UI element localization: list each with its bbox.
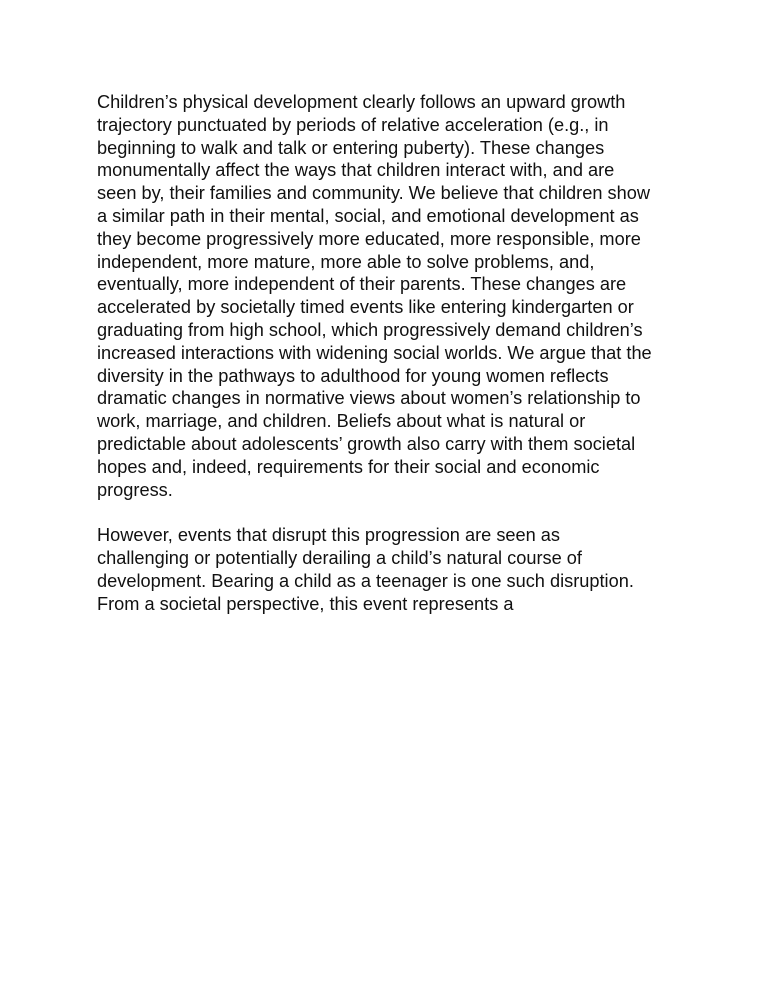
text-line: From a societal perspective, this event represents a: [97, 593, 514, 614]
text-line: monumentally affect the ways that children interact with, and are: [97, 160, 615, 181]
text-line: trajectory punctuated by periods of relative acceleration (e.g., in: [97, 114, 609, 135]
text-line: development. Bearing a child as a teenager is one such disruption.: [97, 570, 634, 591]
paragraph-1: [97, 91, 687, 501]
text-line: eventually, more independent of their parents. These changes are: [97, 274, 627, 295]
body-text: [97, 91, 687, 616]
text-line: they become progressively more educated, more responsible, more: [97, 228, 641, 249]
text-line: a similar path in their mental, social, and emotional development as: [97, 205, 639, 226]
text-line: However, events that disrupt this progression are seen as: [97, 525, 561, 546]
text-line: beginning to walk and talk or entering puberty). These changes: [97, 137, 605, 158]
text-line: challenging or potentially derailing a child’s natural course of: [97, 548, 582, 569]
text-line: dramatic changes in normative views about women’s relationship to: [97, 388, 641, 409]
text-line: progress.: [97, 479, 173, 500]
text-line: work, marriage, and children. Beliefs about what is natural or: [97, 411, 586, 432]
text-line: hopes and, indeed, requirements for their social and economic: [97, 456, 600, 477]
paragraph-2: [97, 524, 687, 615]
text-line: graduating from high school, which progressively demand children’s: [97, 319, 643, 340]
text-line: increased interactions with widening social worlds. We argue that the: [97, 342, 652, 363]
text-line: seen by, their families and community. We believe that children show: [97, 183, 650, 204]
text-line: Children’s physical development clearly follows an upward growth: [97, 92, 626, 112]
text-line: diversity in the pathways to adulthood for young women reflects: [97, 365, 609, 386]
text-line: independent, more mature, more able to solve problems, and,: [97, 251, 595, 272]
text-line: predictable about adolescents’ growth also carry with them societal: [97, 433, 636, 454]
text-line: accelerated by societally timed events like entering kindergarten or: [97, 297, 634, 318]
